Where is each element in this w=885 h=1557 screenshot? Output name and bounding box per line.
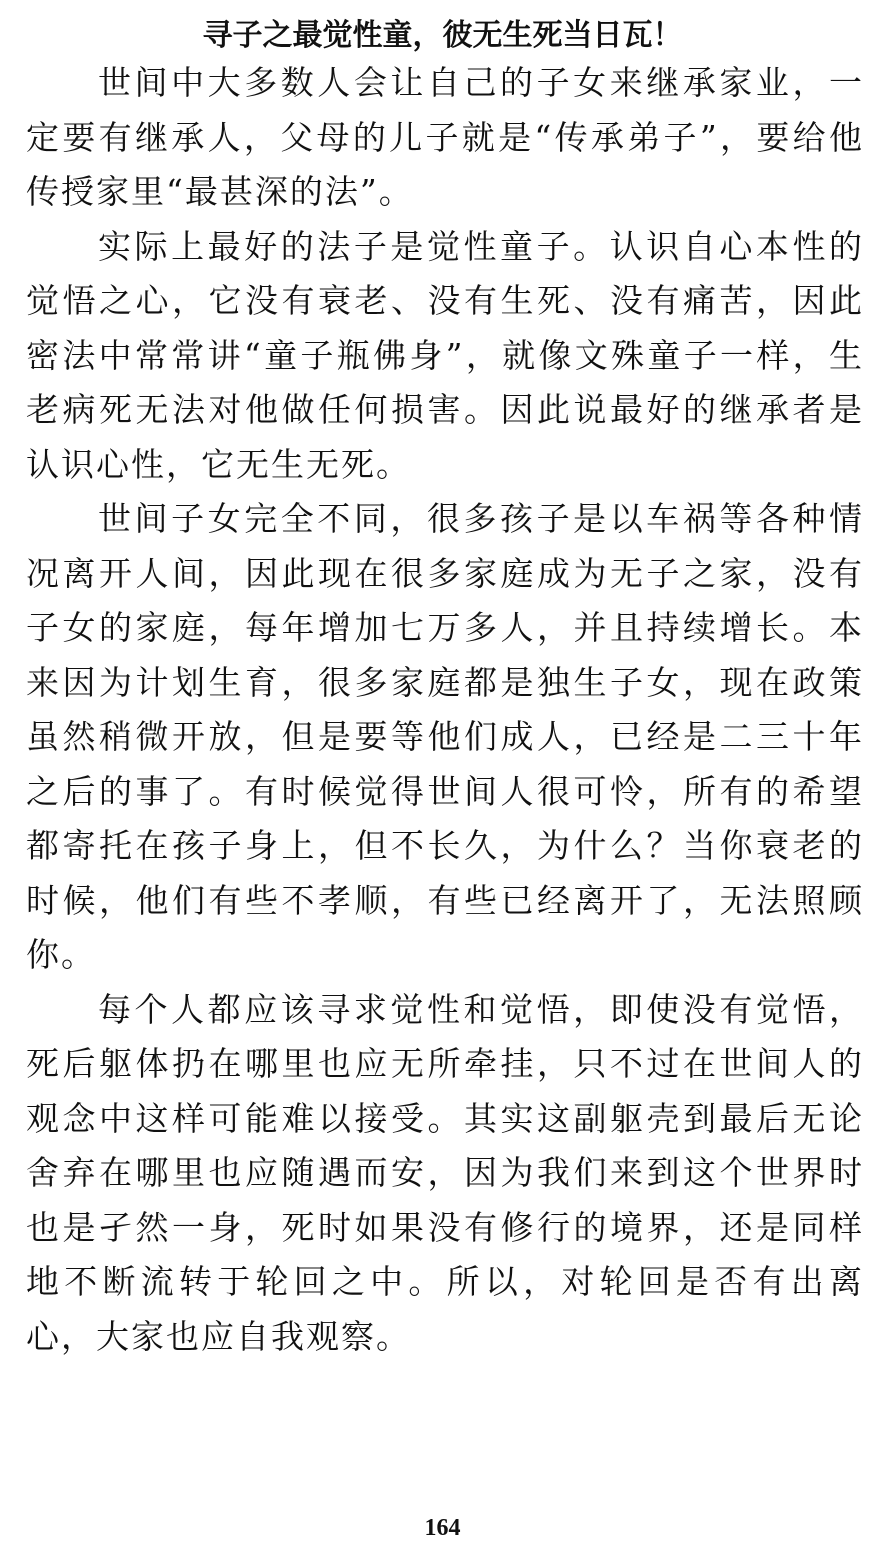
paragraph-1: 世间中大多数人会让自己的子女来继承家业，一定要有继承人，父母的儿子就是“传承弟子”，要给他传授家里“最甚深的法”。 (26, 63, 864, 211)
paragraph-4: 每个人都应该寻求觉性和觉悟，即使没有觉悟，死后躯体扔在哪里也应无所牵挂，只不过在世间人的观念中这样可能难以接受。其实这副躯壳到最后无论舍弃在哪里也应随遇而安，因为我们来到这个世界时也是孑然一身，死时如果没有修行的境界，还是同样地不断流转于轮回之中。所以，对轮回是否有出离心，大家也应自我观察。 (26, 989, 864, 1356)
body-text (26, 56, 864, 1364)
paragraph-2: 实际上最好的法子是觉性童子。认识自心本性的觉悟之心，它没有衰老、没有生死、没有痛苦，因此密法中常常讲“童子瓶佛身”，就像文殊童子一样，生老病死无法对他做任何损害。因此说最好的继承者是认识心性，它无生无死。 (26, 226, 864, 484)
page-number: 164 (424, 1515, 461, 1541)
paragraph-3: 世间子女完全不同，很多孩子是以车祸等各种情况离开人间，因此现在很多家庭成为无子之家，没有子女的家庭，每年增加七万多人，并且持续增长。本来因为计划生育，很多家庭都是独生子女，现在政策虽然稍微开放，但是要等他们成人，已经是二三十年之后的事了。有时候觉得世间人很可怜，所有的希望都寄托在孩子身上，但不长久，为什么？当你衰老的时候，他们有些不孝顺，有些已经离开了，无法照顾你。 (26, 499, 864, 974)
page-heading: 寻子之最觉性童，彼无生死当日瓦！ (202, 18, 683, 53)
